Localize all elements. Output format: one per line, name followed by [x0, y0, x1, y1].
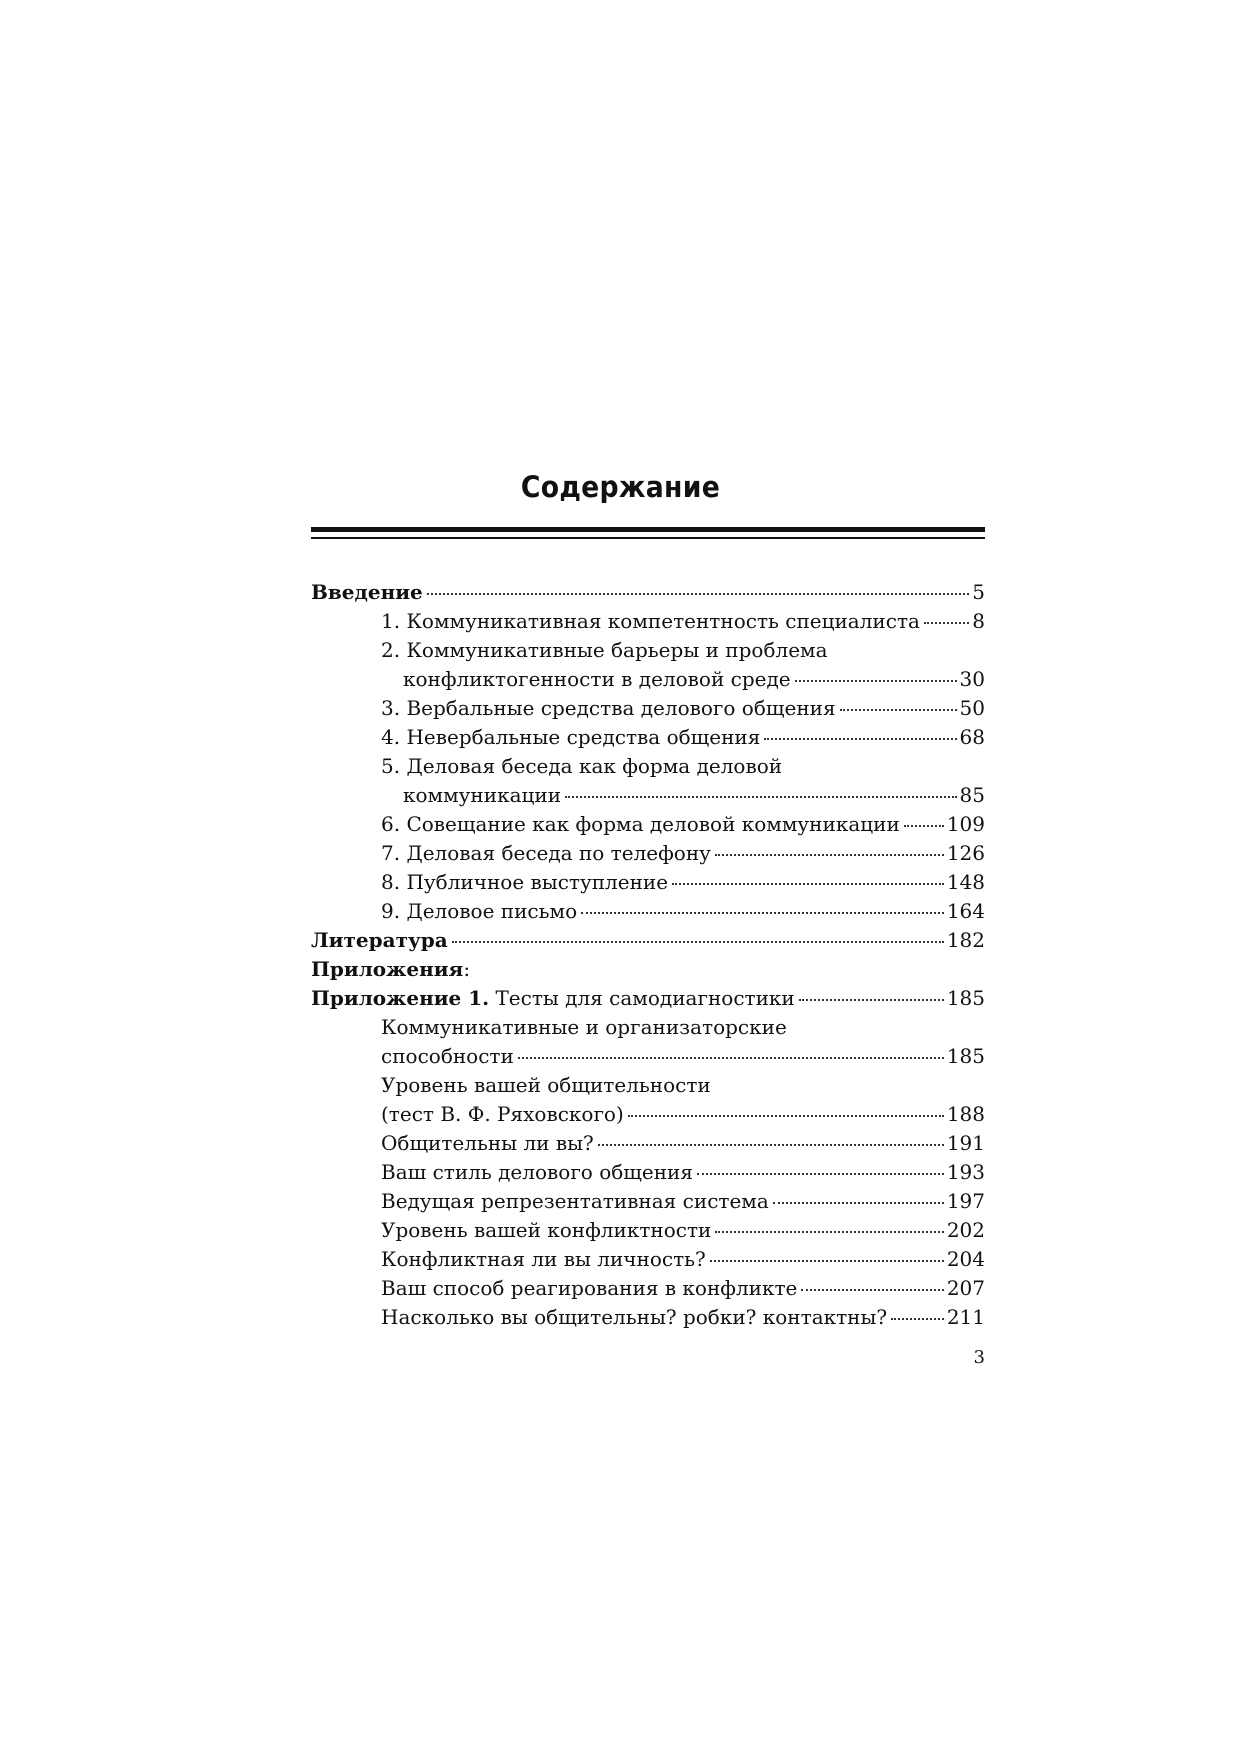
toc-entry-label: Насколько вы общительны? робки? контактны? — [381, 1305, 888, 1329]
toc-entry-label: 1. Коммуникативная компетентность специалиста — [381, 609, 920, 633]
toc-page-number: 191 — [946, 1131, 985, 1155]
toc-entry-label: 5. Деловая беседа как форма деловой — [381, 754, 783, 778]
toc-entry — [311, 694, 985, 723]
dot-leader — [715, 1231, 943, 1233]
toc-entry — [311, 1216, 985, 1245]
toc-entry-label: Уровень вашей конфликтности — [381, 1218, 712, 1242]
toc-page-number: 85 — [959, 783, 985, 807]
dot-leader — [518, 1057, 944, 1059]
toc-entry — [311, 1100, 985, 1129]
dot-leader — [628, 1115, 944, 1117]
toc-entry-bold-label: Введение — [311, 580, 423, 604]
toc-entry — [311, 636, 985, 665]
dot-leader — [764, 738, 956, 740]
toc-page-number: 68 — [959, 725, 985, 749]
dot-leader — [427, 593, 969, 595]
toc-entry — [311, 1129, 985, 1158]
dot-leader — [715, 854, 944, 856]
toc-page-number: 148 — [946, 870, 985, 894]
toc-entry-label: конфликтогенности в деловой среде — [403, 667, 791, 691]
dot-leader — [924, 622, 969, 624]
toc-entry-label: 8. Публичное выступление — [381, 870, 669, 894]
dot-leader — [801, 1289, 943, 1291]
toc-entry — [311, 781, 985, 810]
toc-page-number: 30 — [959, 667, 985, 691]
dot-leader — [697, 1173, 944, 1175]
toc-page-number: 109 — [946, 812, 985, 836]
dot-leader — [598, 1144, 944, 1146]
toc-page-number: 185 — [946, 986, 985, 1010]
toc-entry — [311, 897, 985, 926]
toc-entry-bold-label: Приложение 1. — [311, 986, 490, 1010]
toc-entry-label: Коммуникативные и организаторские — [381, 1015, 787, 1039]
toc-page-number: 193 — [946, 1160, 985, 1184]
toc-entry — [311, 1013, 985, 1042]
toc-entry — [311, 1245, 985, 1274]
toc-entry-label: Уровень вашей общительности — [381, 1073, 711, 1097]
dot-leader — [710, 1260, 944, 1262]
toc-entry — [311, 1158, 985, 1187]
title-rule-thick — [311, 527, 985, 532]
toc-entry-label: 9. Деловое письмо — [381, 899, 578, 923]
toc-entry — [311, 1274, 985, 1303]
toc-entry — [311, 810, 985, 839]
toc-page-number: 164 — [946, 899, 985, 923]
dot-leader — [891, 1318, 944, 1320]
dot-leader — [581, 912, 944, 914]
toc-entry-label: Тесты для самодиагностики — [489, 986, 795, 1010]
dot-leader — [904, 825, 944, 827]
toc-entry — [311, 752, 985, 781]
toc-entry — [311, 1303, 985, 1332]
dot-leader — [672, 883, 944, 885]
dot-leader — [799, 999, 944, 1001]
toc-entry-label: 4. Невербальные средства общения — [381, 725, 761, 749]
toc-entry — [311, 723, 985, 752]
toc-entry-label: Конфликтная ли вы личность? — [381, 1247, 706, 1271]
toc-entry-bold-label: Приложения — [311, 957, 464, 981]
toc-page-number: 204 — [946, 1247, 985, 1271]
dot-leader — [840, 709, 957, 711]
toc-entry — [311, 665, 985, 694]
dot-leader — [795, 680, 957, 682]
toc-page-number: 8 — [972, 609, 985, 633]
page-number: 3 — [973, 1347, 985, 1368]
page-title: Содержание — [520, 470, 721, 504]
toc-entry-label: коммуникации — [403, 783, 562, 807]
dot-leader — [773, 1202, 944, 1204]
toc-entry — [311, 1042, 985, 1071]
toc-entry — [311, 984, 985, 1013]
toc-page-number: 202 — [946, 1218, 985, 1242]
toc-page-number: 185 — [946, 1044, 985, 1068]
toc-entry-label: Ваш стиль делового общения — [381, 1160, 693, 1184]
toc-entry-label: 7. Деловая беседа по телефону — [381, 841, 711, 865]
toc-page-number: 126 — [946, 841, 985, 865]
toc-entry — [311, 578, 985, 607]
toc-page-number: 188 — [946, 1102, 985, 1126]
toc-entry-label: 2. Коммуникативные барьеры и проблема — [381, 638, 828, 662]
toc-entry-bold-label: Литература — [311, 928, 448, 952]
toc-entry — [311, 1071, 985, 1100]
toc-entry-label: (тест В. Ф. Ряховского) — [381, 1102, 624, 1126]
toc-entry — [311, 1187, 985, 1216]
toc-entry — [311, 868, 985, 897]
toc-entry-label: Ведущая репрезентативная система — [381, 1189, 769, 1213]
toc-entry — [311, 955, 985, 984]
toc-entry-label: Ваш способ реагирования в конфликте — [381, 1276, 798, 1300]
toc-entry — [311, 607, 985, 636]
toc-page-number: 211 — [946, 1305, 985, 1329]
toc-entry — [311, 839, 985, 868]
dot-leader — [565, 796, 957, 798]
toc-entry-label: : — [463, 957, 471, 981]
toc-page-number: 207 — [946, 1276, 985, 1300]
toc-entry-label: Общительны ли вы? — [381, 1131, 594, 1155]
toc-page-number: 197 — [946, 1189, 985, 1213]
toc-page-number: 50 — [959, 696, 985, 720]
toc-entry-label: способности — [381, 1044, 514, 1068]
toc-entry-label: 6. Совещание как форма деловой коммуникации — [381, 812, 900, 836]
toc-entry-label: 3. Вербальные средства делового общения — [381, 696, 836, 720]
toc-entry — [311, 926, 985, 955]
table-of-contents — [311, 578, 985, 1332]
title-rule-thin — [311, 537, 985, 539]
toc-page-number: 5 — [972, 580, 985, 604]
dot-leader — [452, 941, 944, 943]
toc-page-number: 182 — [946, 928, 985, 952]
